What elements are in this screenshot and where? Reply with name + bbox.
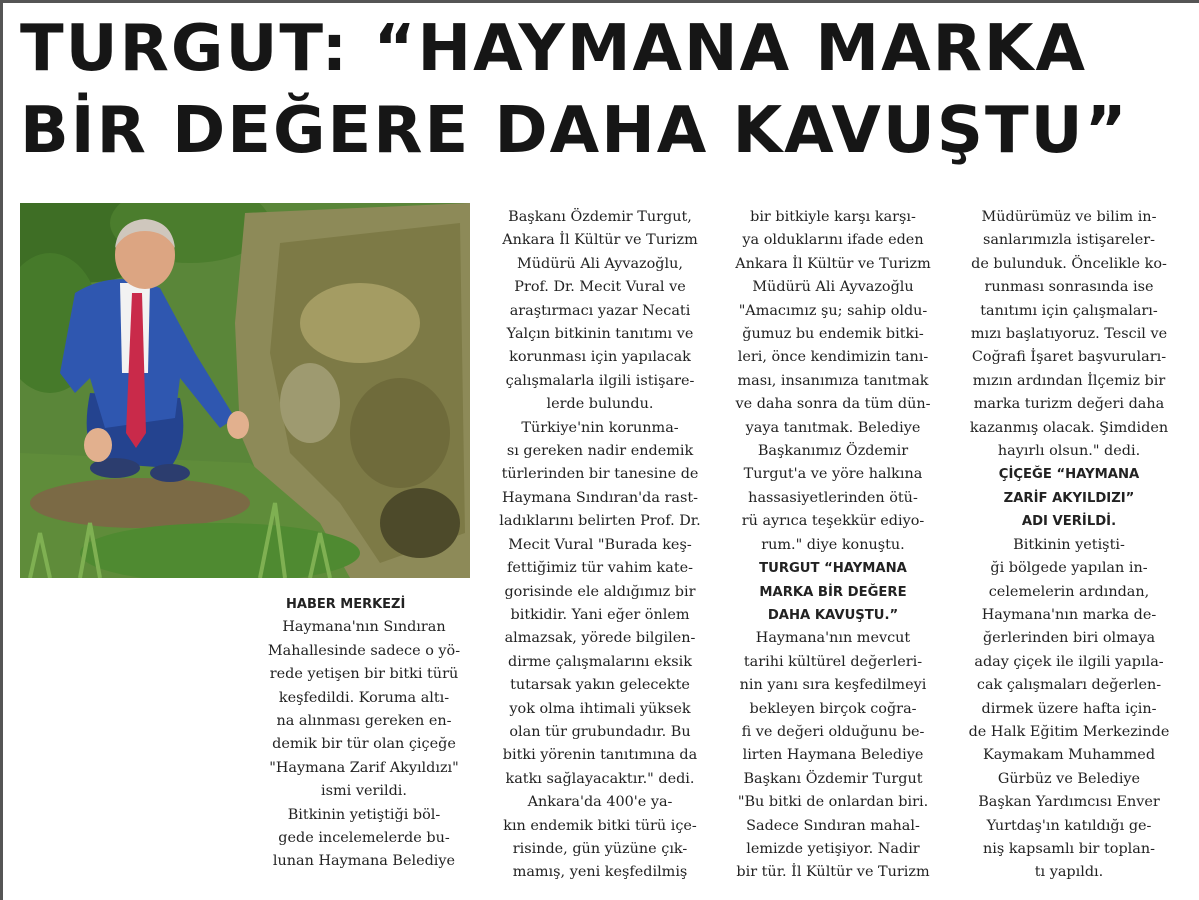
text-line: almazsak, yörede bilgilen-	[504, 630, 696, 647]
text-line: keşfedildi. Koruma altı-	[278, 689, 450, 706]
subheading-line: TURGUT “HAYMANA	[759, 561, 907, 577]
text-line: gorisinde ele aldığımız bir	[504, 583, 696, 600]
text-line: Prof. Dr. Mecit Vural ve	[514, 279, 686, 296]
text-line: Haymana'nın marka de-	[981, 606, 1157, 623]
subheading-line: ADI VERİLDİ.	[1021, 514, 1117, 530]
article-column-3	[727, 206, 939, 885]
text-line: runması sonrasında ise	[984, 279, 1154, 296]
text-line: "Bu bitki de onlardan biri.	[737, 794, 929, 811]
text-line: "Amacımız şu; sahip oldu-	[738, 302, 928, 319]
text-line: tı yapıldı.	[1034, 864, 1104, 881]
byline: HABER MERKEZİ	[286, 597, 406, 612]
text-line: türlerinden bir tanesine de	[501, 466, 699, 483]
text-line: celemelerin ardından,	[988, 583, 1150, 600]
text-line: çalışmalarla ilgili istişare-	[505, 372, 695, 389]
text-line: tanıtımı için çalışmaları-	[980, 302, 1158, 319]
text-line: rü ayrıca teşekkür ediyo-	[741, 513, 925, 530]
text-line: niş kapsamlı bir toplan-	[983, 840, 1155, 857]
subheading-line: ÇİÇEĞE “HAYMANA	[998, 467, 1140, 483]
text-line: Gürbüz ve Belediye	[997, 770, 1141, 787]
text-line: olan tür grubundadır. Bu	[509, 723, 691, 740]
subheading-line: DAHA KAVUŞTU.”	[767, 607, 899, 623]
text-line: mamış, yeni keşfedilmiş	[512, 864, 688, 881]
text-line: Haymana Sındıran'da rast-	[502, 489, 698, 506]
text-line: ği bölgede yapılan in-	[990, 560, 1148, 577]
text-line: rede yetişen bir bitki türü	[269, 666, 459, 683]
subheading-line: ZARİF AKYILDIZI”	[1003, 490, 1135, 506]
text-line: sı gereken nadir endemik	[506, 443, 694, 460]
text-line: bitkidir. Yani eğer önlem	[510, 606, 690, 623]
text-line: Ankara'da 400'e ya-	[527, 794, 673, 811]
text-line: na alınması gereken en-	[276, 713, 452, 730]
text-line: gede incelemelerde bu-	[278, 830, 450, 847]
text-line: ması, insanımıza tanıtmak	[737, 372, 929, 389]
text-line: kın endemik bitki türü içe-	[503, 817, 697, 834]
text-line: araştırmacı yazar Necati	[509, 302, 691, 319]
article-column-2	[494, 206, 706, 885]
text-line: lunan Haymana Belediye	[272, 853, 456, 870]
text-line: fi ve değeri olduğunu be-	[741, 723, 925, 740]
text-line: risinde, gün yüzüne çık-	[512, 840, 688, 857]
text-line: Yalçın bitkinin tanıtımı ve	[506, 326, 694, 343]
text-line: Başkan Yardımcısı Enver	[978, 794, 1160, 811]
text-line: yaya tanıtmak. Belediye	[745, 419, 921, 436]
text-line: Türkiye'nin korunma-	[521, 419, 679, 436]
text-line: "Haymana Zarif Akyıldızı"	[269, 759, 459, 776]
text-line: Bitkinin yetişti-	[1013, 536, 1125, 553]
photo-man-crouching-by-rock	[20, 203, 470, 578]
page-left-border	[0, 0, 3, 900]
text-line: korunması için yapılacak	[509, 349, 691, 366]
text-line: Coğrafi İşaret başvuruları-	[971, 349, 1167, 366]
text-line: mızı başlatıyoruz. Tescil ve	[970, 326, 1168, 343]
text-line: yok olma ihtimali yüksek	[509, 700, 691, 717]
text-line: bitki yörenin tanıtımına da	[502, 747, 698, 764]
text-line: fettiğimiz tür vahim kate-	[507, 560, 693, 577]
text-line: lerde bulundu.	[546, 396, 654, 413]
text-line: dirmek üzere hafta için-	[981, 700, 1157, 717]
text-line: Kaymakam Muhammed	[982, 747, 1156, 764]
text-line: ismi verildi.	[321, 783, 407, 800]
text-line: cak çalışmaları değerlen-	[976, 677, 1162, 694]
text-line: ya olduklarını ifade eden	[742, 232, 924, 249]
headline-line-1: TURGUT: “HAYMANA MARKA	[20, 12, 1088, 86]
text-line: lemizde yetişiyor. Nadir	[746, 840, 920, 857]
text-line: dirme çalışmalarını eksik	[508, 653, 692, 670]
text-line: lirten Haymana Belediye	[742, 747, 924, 764]
text-line: ve daha sonra da tüm dün-	[735, 396, 931, 413]
text-line: Turgut'a ve yöre halkına	[743, 466, 923, 483]
text-line: leri, önce kendimizin tanı-	[737, 349, 929, 366]
text-line: Sadece Sındıran mahal-	[746, 817, 920, 834]
headline	[20, 8, 1190, 172]
text-line: Başkanı Özdemir Turgut,	[508, 209, 692, 225]
text-line: kazanmış olacak. Şimdiden	[969, 419, 1169, 436]
text-line: Haymana'nın Sındıran	[282, 619, 446, 636]
text-line: katkı sağlayacaktır." dedi.	[505, 770, 695, 787]
text-line: ladıklarını belirten Prof. Dr.	[499, 513, 701, 530]
text-line: rum." diye konuştu.	[761, 536, 905, 553]
subheading-line: MARKA BİR DEĞERE	[759, 584, 907, 600]
text-line: mızın ardından İlçemiz bir	[972, 372, 1166, 389]
text-line: de Halk Eğitim Merkezinde	[968, 723, 1170, 740]
text-line: Yurtdaş'ın katıldığı ge-	[986, 817, 1152, 834]
text-line: aday çiçek ile ilgili yapıla-	[974, 653, 1164, 670]
text-line: sanlarımızla istişareler-	[982, 232, 1156, 249]
text-line: marka turizm değeri daha	[973, 396, 1165, 413]
article-column-4	[963, 206, 1175, 885]
text-line: Bitkinin yetiştiği böl-	[287, 806, 441, 823]
text-line: Müdürümüz ve bilim in-	[981, 209, 1157, 225]
text-line: tarihi kültürel değerleri-	[743, 653, 923, 670]
page-top-border	[0, 0, 1199, 3]
text-line: Başkanı Özdemir Turgut	[743, 770, 923, 787]
text-line: Haymana'nın mevcut	[755, 630, 911, 647]
text-line: bir tür. İl Kültür ve Turizm	[736, 864, 930, 881]
text-line: hassasiyetlerinden ötü-	[748, 489, 918, 506]
text-line: Mecit Vural "Burada keş-	[508, 536, 692, 553]
text-line: Başkanımız Özdemir	[757, 443, 909, 460]
text-line: Ankara İl Kültür ve Turizm	[735, 255, 931, 272]
text-line: Müdürü Ali Ayvazoğlu	[752, 279, 914, 296]
text-line: bekleyen birçok coğra-	[749, 700, 917, 717]
text-line: Müdürü Ali Ayvazoğlu,	[517, 255, 683, 272]
text-line: ğerlerinden biri olmaya	[982, 630, 1156, 647]
text-line: Mahallesinde sadece o yö-	[267, 642, 461, 659]
headline-line-2: BİR DEĞERE DAHA KAVUŞTU”	[20, 94, 1129, 168]
text-line: nin yanı sıra keşfedilmeyi	[739, 677, 927, 694]
article-column-1	[258, 593, 470, 874]
text-line: bir bitkiyle karşı karşı-	[750, 209, 916, 225]
article-photo	[20, 203, 470, 578]
text-line: ğumuz bu endemik bitki-	[742, 326, 924, 343]
text-line: de bulunduk. Öncelikle ko-	[971, 255, 1167, 272]
text-line: tutarsak yakın gelecekte	[510, 677, 690, 694]
text-line: hayırlı olsun." dedi.	[997, 443, 1141, 460]
text-line: demik bir tür olan çiçeğe	[272, 736, 456, 753]
text-line: Ankara İl Kültür ve Turizm	[502, 232, 698, 249]
